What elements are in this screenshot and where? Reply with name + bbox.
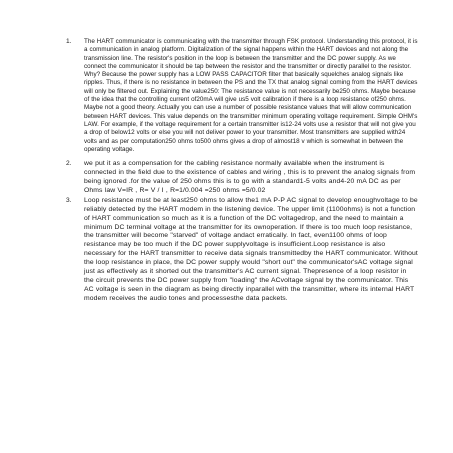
list-item-text: The HART communicator is communicating with the transmitter through FSK protocol. Understanding this protocol, it is a communication in analog platform. Digitalization of the signal happens within the HART devices and not along the transmission line. The resistor's position in the loop is between the transmitter and the DC power supply. As we connect the communicator it should be tap between the resistor and the transmitter or directly parallel to the resistor. Why? Because the power supply has a LOW PASS CAPACITOR filter that basically squelches analog signals like ripples. Thus, if there is no resistance in between the PS and the TX that analog signal coming from the HART devices will only be filtered out. Explaining the value250: The resistance value is not necessarily be250 ohms. Maybe because of the idea that the controlling current of20mA will give us5 volt calibration if there is a loop resistance of250 ohms. Maybe not a good theory. Actually you can use a number of possible resistance values that will allow communication between HART devices. This value depends on the transmitter minimum operating voltage requirement. Simple OHM's LAW. For example, if the voltage requirement for a certain transmitter is12-24 volts use a resistor that will not give you a drop of below12 volts or else you will not deliver power to your transmitter. Most transmitters are supplied with24 volts and as per computation250 ohms to500 ohms gives a drop of almost18 v which is somewhat in between the operating voltage. xyxy=(84,38,418,153)
numbered-list xyxy=(66,38,418,304)
list-item-2 xyxy=(66,160,418,196)
list-item-number: 1. xyxy=(66,38,72,45)
list-item-text: we put it as a compensation for the cabling resistance normally available when the instrument is connected in the field due to the existence of cables and wiring , this is to prevent the analog signals from being ignored .for the value of 250 ohms this is to go with a standard1-5 volts and4-20 mA DC as per Ohms law V=IR , R= V / I , R=1/0.004 =250 ohms =5/0.02 xyxy=(84,160,416,194)
list-item-number: 2. xyxy=(66,160,72,168)
list-item-text: Loop resistance must be at least250 ohms to allow the1 mA P-P AC signal to develop enoughvoltage to be reliably detected by the HART modem in the listening device. The upper limit (1100ohms) is not a function of HART communication so much as it is a function of the DC voltagedrop, and the need to maintain a minimum DC terminal voltage at the transmitter for its ownoperation. If there is too much loop resistance, the transmitter will become "starved" of voltage andact erratically. In fact, even1100 ohms of loop resistance may be too much if the DC power supplyvoltage is insufficient.Loop resistance is also necessary for the HART transmitter to receive data signals transmittedby the HART communicator. Without the loop resistance in place, the DC power supply would "short out" the communicator'sAC voltage signal just as effectively as it shorted out the transmitter's AC current signal. Thepresence of a loop resistor in the circuit prevents the DC power supply from "loading" the ACvoltage signal by the communicator. This AC voltage is seen in the diagram as being directly inparallel with the transmitter, where its internal HART modem receives the audio tones and processesthe data packets. xyxy=(84,196,418,302)
list-item-3 xyxy=(66,197,418,304)
list-item-1 xyxy=(66,38,418,154)
list-item-number: 3. xyxy=(66,196,72,204)
